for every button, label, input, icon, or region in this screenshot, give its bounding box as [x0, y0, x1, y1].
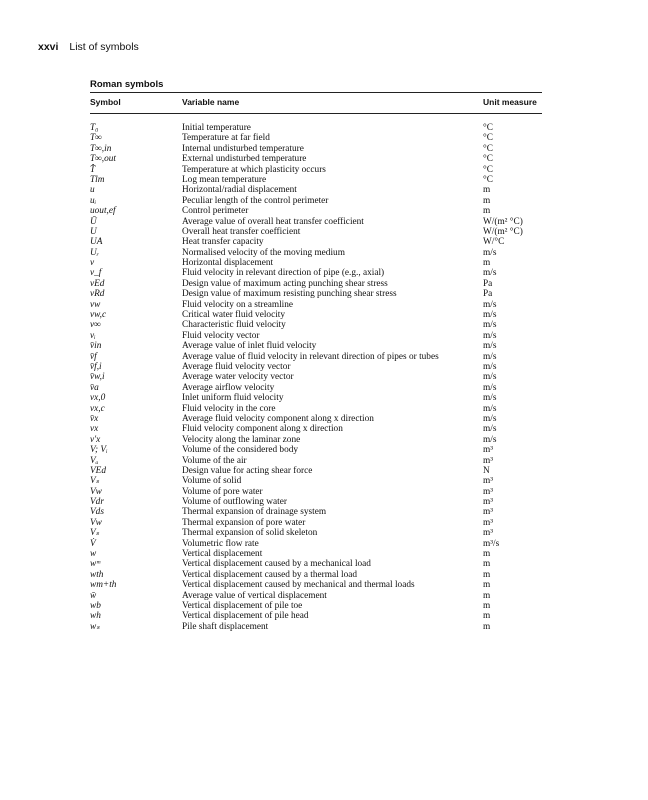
table-row — [90, 123, 542, 133]
symbol-cell: vᵢ — [90, 330, 96, 341]
variable-name-cell: Thermal expansion of drainage system — [182, 507, 327, 518]
unit-cell: m/s — [483, 393, 497, 404]
unit-cell: m/s — [483, 330, 497, 341]
symbol-cell: wh — [90, 611, 101, 622]
variable-name-cell: Fluid velocity in relevant direction of pipe (e.g., axial) — [182, 268, 385, 279]
symbol-cell: vw — [90, 299, 101, 310]
variable-name-cell: Average fluid velocity component along x direction — [182, 413, 374, 424]
table-row — [90, 601, 542, 611]
unit-cell: m/s — [483, 382, 497, 393]
unit-cell: m/s — [483, 320, 497, 331]
symbol-cell: uᵢ — [90, 195, 97, 206]
variable-name-cell: Overall heat transfer coefficient — [182, 226, 301, 237]
symbol-cell: T̂ — [90, 164, 96, 175]
table-row — [90, 383, 542, 393]
column-header-variable: Variable name — [182, 97, 240, 107]
unit-cell: °C — [483, 164, 493, 175]
variable-name-cell: Characteristic fluid velocity — [182, 320, 286, 331]
variable-name-cell: Thermal expansion of pore water — [182, 517, 306, 528]
table-row — [90, 476, 542, 486]
variable-name-cell: External undisturbed temperature — [182, 154, 307, 165]
unit-cell: m³ — [483, 445, 494, 456]
table-row — [90, 404, 542, 414]
running-header — [38, 41, 139, 53]
unit-cell: m — [483, 600, 491, 611]
table-row — [90, 591, 542, 601]
unit-cell: m/s — [483, 247, 497, 258]
unit-cell: °C — [483, 154, 493, 165]
unit-cell: m³ — [483, 528, 494, 539]
table-row — [90, 196, 542, 206]
variable-name-cell: Peculiar length of the control perimeter — [182, 195, 329, 206]
variable-name-cell: Fluid velocity in the core — [182, 403, 276, 414]
variable-name-cell: Vertical displacement — [182, 549, 263, 560]
symbol-cell: Vₛ — [90, 528, 100, 539]
symbol-cell: u — [90, 185, 95, 196]
unit-cell: m/s — [483, 268, 497, 279]
table-row — [90, 144, 542, 154]
table-row — [90, 206, 542, 216]
table-row — [90, 559, 542, 569]
symbol-cell: wb — [90, 600, 101, 611]
unit-cell: m — [483, 185, 491, 196]
symbol-cell: uout,ef — [90, 206, 116, 217]
table-row — [90, 372, 542, 382]
variable-name-cell: Volume of the considered body — [182, 445, 299, 456]
table-row — [90, 466, 542, 476]
variable-name-cell: Vertical displacement caused by mechanical and thermal loads — [182, 580, 415, 591]
unit-cell: m³ — [483, 455, 494, 466]
table-row — [90, 154, 542, 164]
table-row — [90, 300, 542, 310]
table-row — [90, 487, 542, 497]
symbol-cell: Tlm — [90, 174, 105, 185]
symbol-cell: T∞,in — [90, 143, 112, 154]
variable-name-cell: Volume of the air — [182, 455, 247, 466]
variable-name-cell: Design value of maximum acting punching shear stress — [182, 278, 388, 289]
symbol-cell: v̄a — [90, 382, 99, 393]
table-row — [90, 435, 542, 445]
unit-cell: m — [483, 569, 491, 580]
header-title: List of symbols — [69, 41, 139, 53]
variable-name-cell: Design value for acting shear force — [182, 465, 313, 476]
table-row — [90, 227, 542, 237]
symbol-cell: v∞ — [90, 320, 101, 331]
table-row — [90, 217, 542, 227]
symbol-cell: T∞ — [90, 133, 102, 144]
unit-cell: °C — [483, 174, 493, 185]
table-row — [90, 320, 542, 330]
table-body — [90, 123, 542, 632]
variable-name-cell: Fluid velocity component along x direction — [182, 424, 343, 435]
table-row — [90, 518, 542, 528]
variable-name-cell: Horizontal/radial displacement — [182, 185, 297, 196]
symbol-cell: U — [90, 226, 97, 237]
unit-cell: °C — [483, 123, 493, 133]
variable-name-cell: Heat transfer capacity — [182, 237, 264, 248]
symbol-cell: wm+th — [90, 580, 117, 591]
variable-name-cell: Internal undisturbed temperature — [182, 143, 304, 154]
unit-cell: m³ — [483, 517, 494, 528]
symbol-cell: vx,c — [90, 403, 105, 414]
table-row — [90, 580, 542, 590]
variable-name-cell: Pile shaft displacement — [182, 621, 269, 632]
symbol-cell: wth — [90, 569, 104, 580]
unit-cell: m/s — [483, 299, 497, 310]
symbol-cell: v̄in — [90, 341, 102, 352]
table-row — [90, 549, 542, 559]
variable-name-cell: Thermal expansion of solid skeleton — [182, 528, 318, 539]
variable-name-cell: Volumetric flow rate — [182, 538, 259, 549]
unit-cell: m/s — [483, 434, 497, 445]
symbol-cell: Vw — [90, 486, 102, 497]
unit-cell: m/s — [483, 413, 497, 424]
variable-name-cell: Initial temperature — [182, 123, 251, 133]
symbol-cell: V̇ — [90, 538, 96, 549]
column-header-symbol: Symbol — [90, 97, 121, 107]
unit-cell: m — [483, 195, 491, 206]
table-row — [90, 570, 542, 580]
table-row — [90, 185, 542, 195]
variable-name-cell: Average water velocity vector — [182, 372, 294, 383]
symbol-cell: v_f — [90, 268, 102, 279]
table-row — [90, 258, 542, 268]
unit-cell: m/s — [483, 403, 497, 414]
unit-cell: W/(m² °C) — [483, 216, 523, 227]
variable-name-cell: Average value of fluid velocity in relevant direction of pipes or tubes — [182, 351, 439, 362]
variable-name-cell: Fluid velocity on a streamline — [182, 299, 294, 310]
unit-cell: m — [483, 549, 491, 560]
table-row — [90, 539, 542, 549]
table-row — [90, 393, 542, 403]
symbol-cell: T₀ — [90, 123, 99, 133]
variable-name-cell: Vertical displacement caused by a mechanical load — [182, 559, 371, 570]
symbol-cell: v̄f — [90, 351, 97, 362]
unit-cell: m³ — [483, 476, 494, 487]
symbol-cell: vx — [90, 424, 99, 435]
table-row — [90, 528, 542, 538]
symbol-cell: VEd — [90, 465, 107, 476]
symbol-cell: Uᵣ — [90, 247, 100, 258]
unit-cell: m — [483, 580, 491, 591]
symbol-cell: v′x — [90, 434, 101, 445]
variable-name-cell: Volume of pore water — [182, 486, 263, 497]
table-header-rule — [90, 113, 542, 114]
unit-cell: m³ — [483, 507, 494, 518]
unit-cell: m — [483, 590, 491, 601]
symbol-cell: wᵐ — [90, 559, 101, 570]
table-row — [90, 133, 542, 143]
variable-name-cell: Horizontal displacement — [182, 258, 274, 269]
table-row — [90, 362, 542, 372]
variable-name-cell: Average value of vertical displacement — [182, 590, 327, 601]
table-row — [90, 352, 542, 362]
table-row — [90, 175, 542, 185]
variable-name-cell: Average airflow velocity — [182, 382, 275, 393]
symbol-cell: vEd — [90, 278, 105, 289]
variable-name-cell: Average value of overall heat transfer coefficient — [182, 216, 364, 227]
unit-cell: m/s — [483, 372, 497, 383]
unit-cell: m³/s — [483, 538, 500, 549]
unit-cell: m/s — [483, 310, 497, 321]
table-row — [90, 424, 542, 434]
symbol-cell: v̄x — [90, 413, 99, 424]
page-number: xxvi — [38, 41, 59, 53]
table-row — [90, 237, 542, 247]
symbol-cell: v — [90, 258, 95, 269]
table-row — [90, 289, 542, 299]
variable-name-cell: Fluid velocity vector — [182, 330, 260, 341]
variable-name-cell: Design value of maximum resisting punching shear stress — [182, 289, 397, 300]
symbol-cell: w̄ — [90, 590, 97, 601]
symbol-cell: Vds — [90, 507, 104, 518]
symbol-cell: wₛ — [90, 621, 100, 632]
variable-name-cell: Critical water fluid velocity — [182, 310, 286, 321]
symbol-cell: w — [90, 549, 97, 560]
symbol-cell: Vₐ — [90, 455, 99, 466]
table-row — [90, 414, 542, 424]
unit-cell: N — [483, 465, 490, 476]
column-header-unit: Unit measure — [483, 97, 537, 107]
variable-name-cell: Average value of inlet fluid velocity — [182, 341, 317, 352]
symbol-cell: UA — [90, 237, 103, 248]
symbol-cell: Vw — [90, 517, 102, 528]
variable-name-cell: Vertical displacement of pile toe — [182, 600, 303, 611]
unit-cell: °C — [483, 133, 493, 144]
variable-name-cell: Volume of solid — [182, 476, 242, 487]
variable-name-cell: Log mean temperature — [182, 174, 267, 185]
unit-cell: W/°C — [483, 237, 505, 248]
unit-cell: m — [483, 611, 491, 622]
variable-name-cell: Inlet uniform fluid velocity — [182, 393, 284, 404]
unit-cell: m — [483, 258, 491, 269]
table-row — [90, 611, 542, 621]
variable-name-cell: Average fluid velocity vector — [182, 361, 291, 372]
symbol-cell: v̄f,i — [90, 361, 102, 372]
variable-name-cell: Volume of outflowing water — [182, 497, 287, 508]
unit-cell: m — [483, 559, 491, 570]
unit-cell: m³ — [483, 497, 494, 508]
unit-cell: Pa — [483, 289, 493, 300]
symbols-table — [90, 92, 542, 632]
table-header — [90, 93, 542, 111]
unit-cell: °C — [483, 143, 493, 154]
table-row — [90, 497, 542, 507]
unit-cell: Pa — [483, 278, 493, 289]
unit-cell: m — [483, 621, 491, 632]
table-row — [90, 248, 542, 258]
symbol-cell: v̄w,i — [90, 372, 105, 383]
symbol-cell: vRd — [90, 289, 105, 300]
symbol-cell: T∞,out — [90, 154, 117, 165]
unit-cell: m/s — [483, 351, 497, 362]
table-row — [90, 331, 542, 341]
variable-name-cell: Vertical displacement of pile head — [182, 611, 309, 622]
table-row — [90, 622, 542, 632]
table-row — [90, 268, 542, 278]
table-row — [90, 445, 542, 455]
unit-cell: m/s — [483, 341, 497, 352]
unit-cell: m/s — [483, 361, 497, 372]
table-row — [90, 165, 542, 175]
table-row — [90, 310, 542, 320]
symbol-cell: Vdr — [90, 497, 104, 508]
symbol-cell: V; Vᵢ — [90, 445, 108, 456]
unit-cell: m — [483, 206, 491, 217]
variable-name-cell: Velocity along the laminar zone — [182, 434, 301, 445]
table-row — [90, 279, 542, 289]
variable-name-cell: Temperature at far field — [182, 133, 270, 144]
table-row — [90, 456, 542, 466]
table-row — [90, 341, 542, 351]
unit-cell: m³ — [483, 486, 494, 497]
variable-name-cell: Vertical displacement caused by a thermal load — [182, 569, 358, 580]
table-row — [90, 507, 542, 517]
symbol-cell: Ū — [90, 216, 97, 227]
unit-cell: W/(m² °C) — [483, 226, 523, 237]
symbol-cell: vw,c — [90, 310, 107, 321]
variable-name-cell: Control perimeter — [182, 206, 249, 217]
symbol-cell: vx,0 — [90, 393, 106, 404]
unit-cell: m/s — [483, 424, 497, 435]
variable-name-cell: Normalised velocity of the moving medium — [182, 247, 345, 258]
section-title: Roman symbols — [90, 79, 164, 90]
variable-name-cell: Temperature at which plasticity occurs — [182, 164, 326, 175]
symbol-cell: Vₛ — [90, 476, 100, 487]
